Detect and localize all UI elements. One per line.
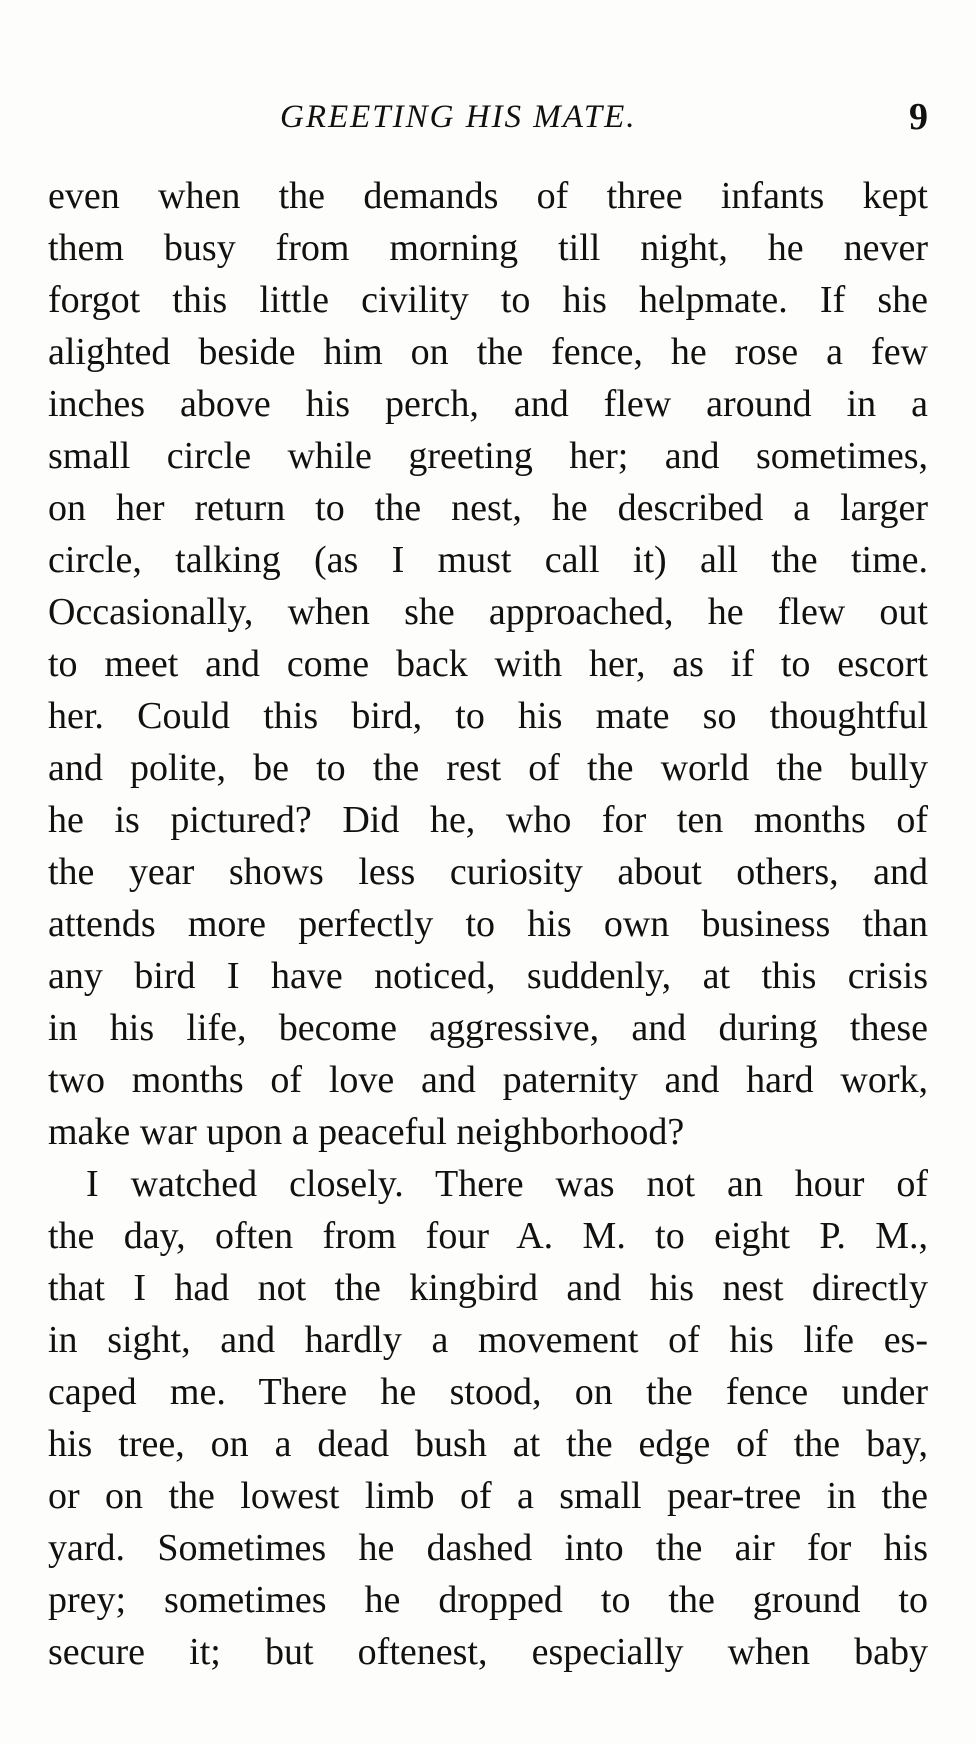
text-line: alighted beside him on the fence, he rose a few [48, 331, 928, 373]
text-line: to meet and come back with her, as if to escort [48, 643, 928, 685]
text-line: in sight, and hardly a movement of his life es- [48, 1319, 928, 1361]
running-head [48, 92, 928, 142]
text-line: and polite, be to the rest of the world the bully [48, 747, 928, 789]
paragraph [48, 170, 928, 1158]
text-line: inches above his perch, and flew around in a [48, 383, 928, 425]
text-line: Occasionally, when she approached, he flew out [48, 591, 928, 633]
text-line: attends more perfectly to his own business than [48, 903, 928, 945]
text-line: that I had not the kingbird and his nest directly [48, 1267, 928, 1309]
text-line: yard. Sometimes he dashed into the air for his [48, 1527, 928, 1569]
text-line: the day, often from four A. M. to eight P. M., [48, 1215, 928, 1257]
text-line: his tree, on a dead bush at the edge of the bay, [48, 1423, 928, 1465]
text-line: even when the demands of three infants kept [48, 175, 928, 217]
paragraph [48, 1158, 928, 1678]
text-line: circle, talking (as I must call it) all the time. [48, 539, 928, 581]
text-line: small circle while greeting her; and sometimes, [48, 435, 928, 477]
text-line: prey; sometimes he dropped to the ground to [48, 1579, 928, 1621]
text-line: her. Could this bird, to his mate so thoughtful [48, 695, 928, 737]
text-line: I watched closely. There was not an hour of [86, 1163, 928, 1205]
text-line: on her return to the nest, he described a larger [48, 487, 928, 529]
text-line: any bird I have noticed, suddenly, at this crisis [48, 955, 928, 997]
text-line: forgot this little civility to his helpmate. If she [48, 279, 928, 321]
running-title: GREETING HIS MATE. [280, 99, 637, 135]
text-line: two months of love and paternity and hard work, [48, 1059, 928, 1101]
text-line: make war upon a peaceful neighborhood? [48, 1111, 685, 1153]
page-number: 9 [909, 96, 928, 138]
text-line: them busy from morning till night, he never [48, 227, 928, 269]
text-line: he is pictured? Did he, who for ten months of [48, 799, 928, 841]
text-line: the year shows less curiosity about others, and [48, 851, 928, 893]
body-text [48, 170, 928, 1678]
text-line: secure it; but oftenest, especially when baby [48, 1631, 928, 1673]
text-line: or on the lowest limb of a small pear-tree in the [48, 1475, 928, 1517]
text-line: in his life, become aggressive, and during these [48, 1007, 928, 1049]
text-line: caped me. There he stood, on the fence under [48, 1371, 928, 1413]
